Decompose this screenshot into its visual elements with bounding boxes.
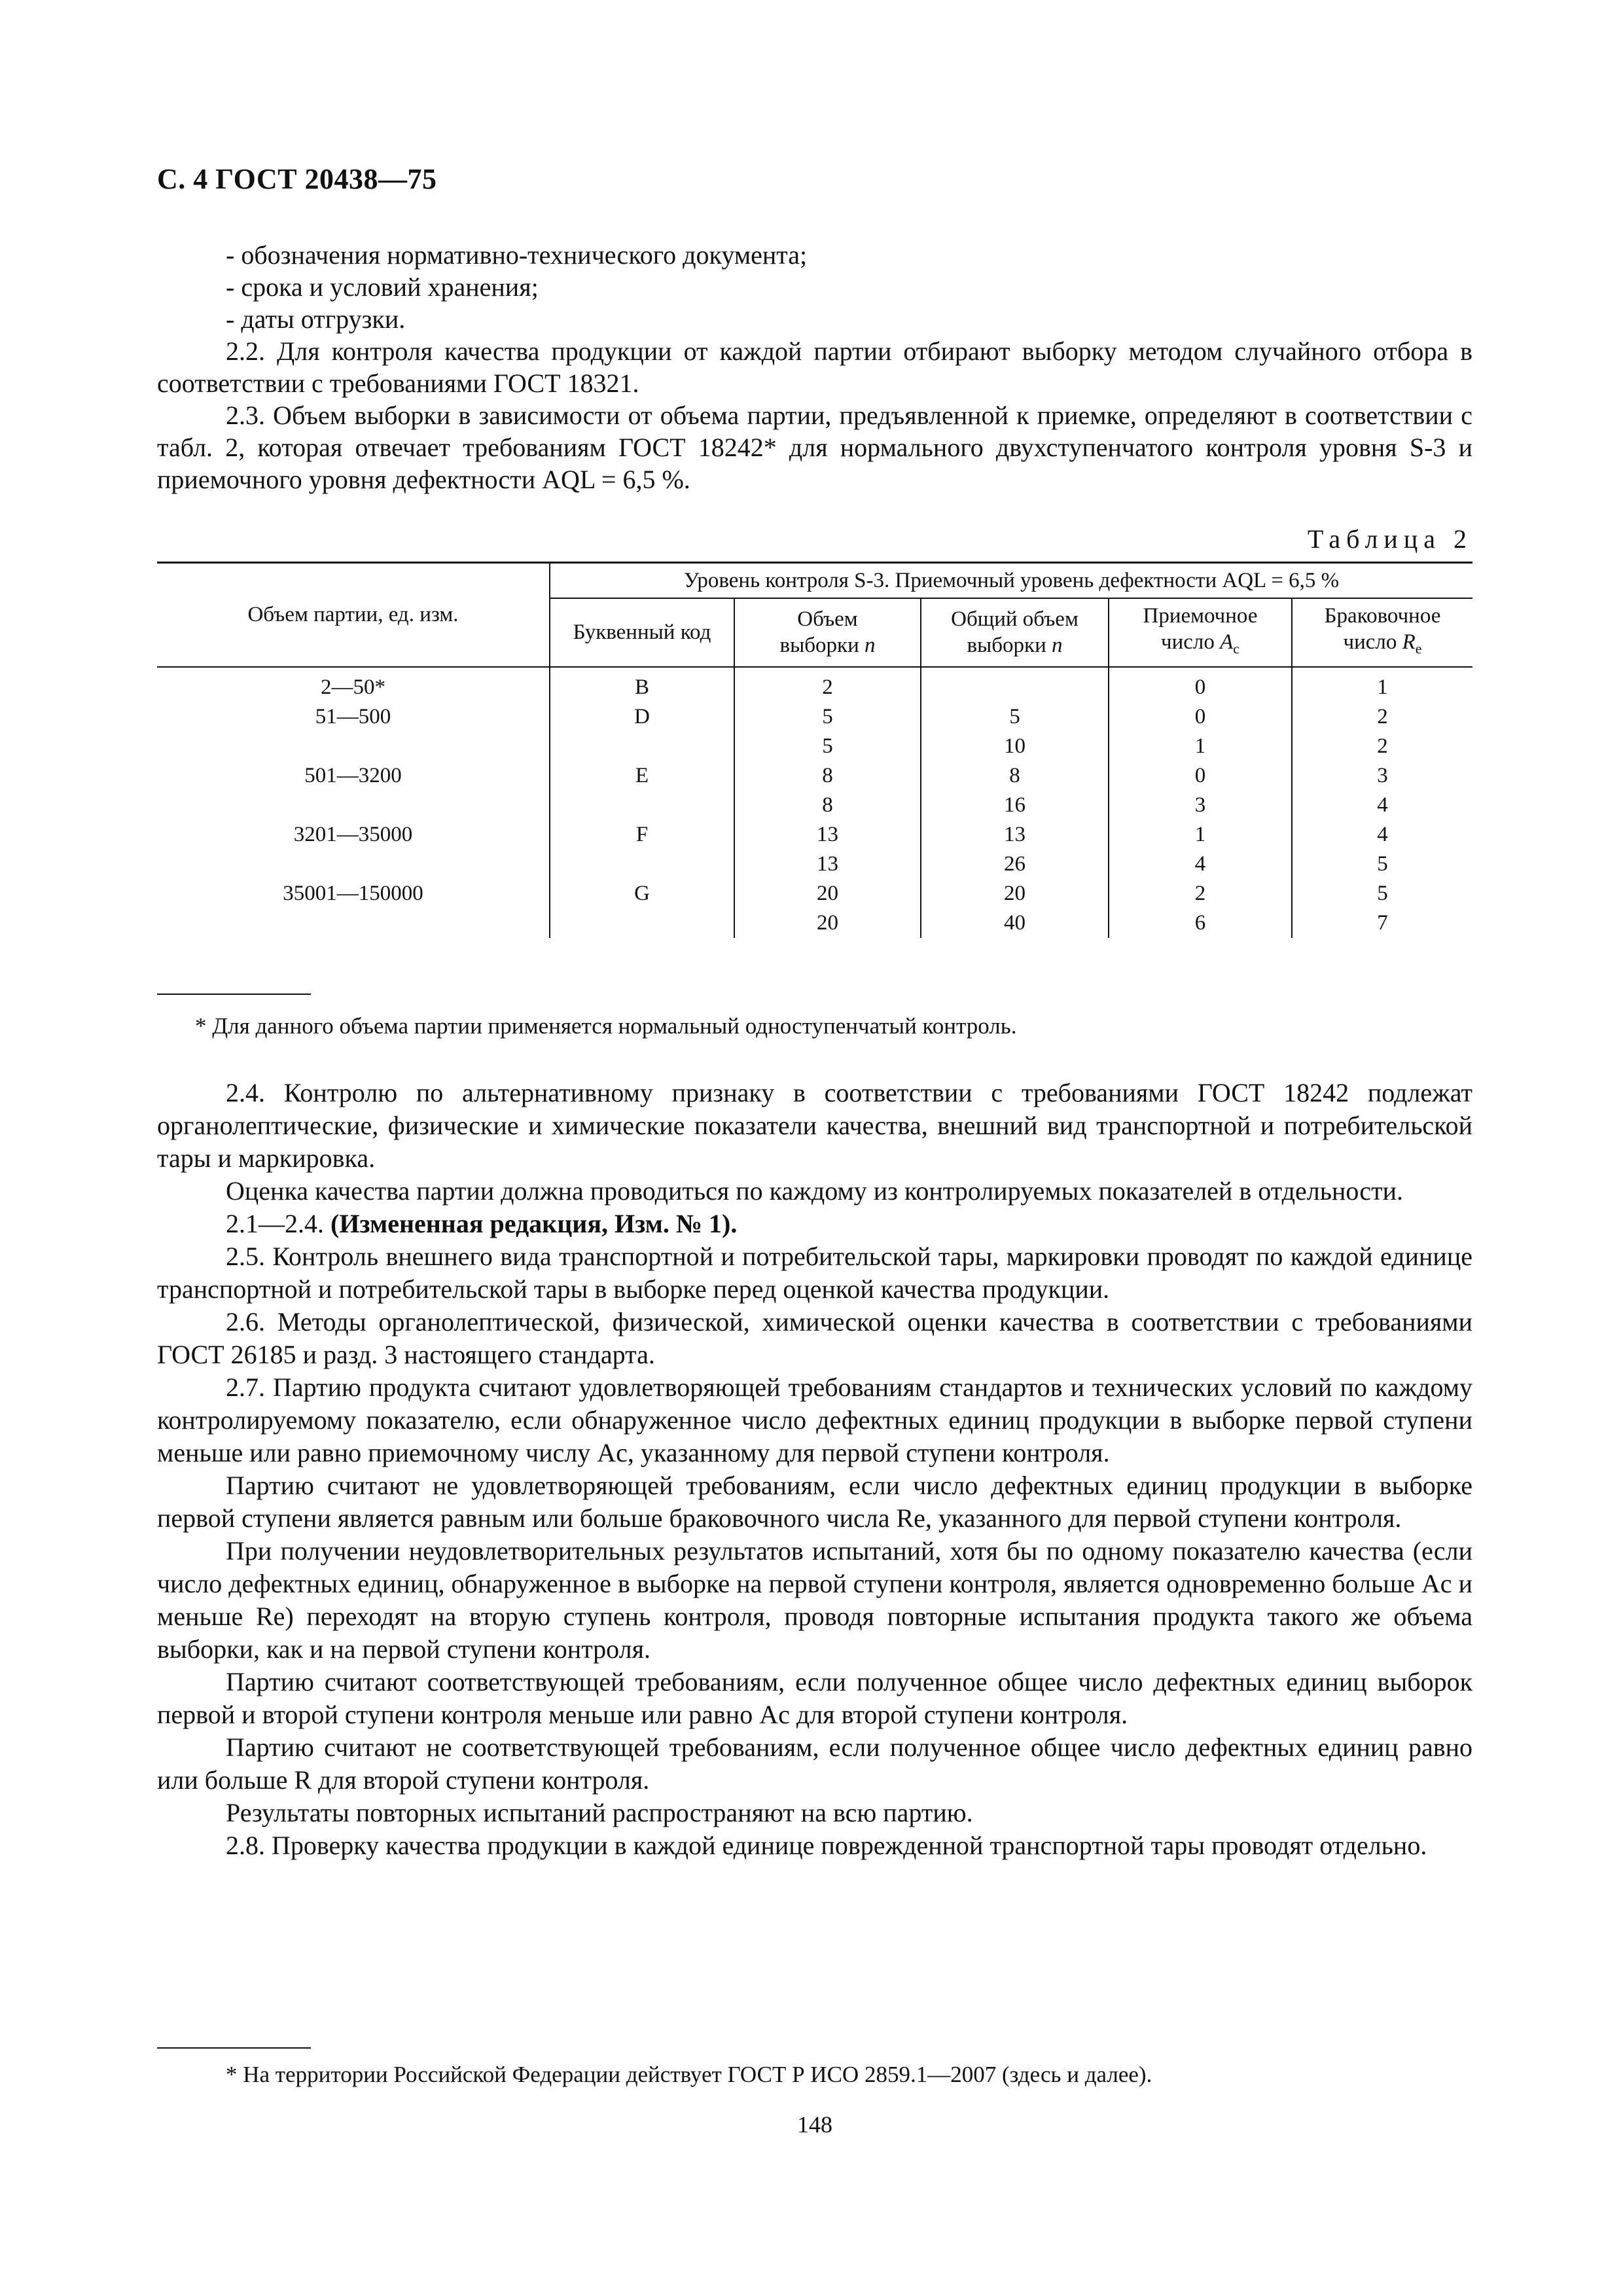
list-item: - срока и условий хранения; [226,272,539,302]
paragraph-2-4-b: Оценка качества партии должна проводиться по каждому из контролируемых показателей в отдельности. [226,1176,1404,1206]
cell-total: 16 [921,791,1109,820]
cell-re: 7 [1292,908,1472,938]
table-row [157,850,1472,879]
cell-sample: 2 [734,667,921,702]
footnote-divider [157,994,311,995]
paragraph-amendment [157,1208,1472,1240]
cell-total: 40 [921,908,1109,938]
cell-ac: 4 [1109,850,1292,879]
cell-re: 4 [1292,820,1472,850]
intro-text [157,239,1472,495]
cell-re: 2 [1292,702,1472,732]
table-row [157,761,1472,791]
table-row [157,667,1472,702]
cell-ac: 6 [1109,908,1292,938]
paragraph-2-3: 2.3. Объем выборки в зависимости от объема партии, предъявленной к приемке, определяют в соответствии с табл. 2, которая отвечает требованиям ГОСТ 18242* для нормального двухступенчатого контроля уровня S-3 и приемочного уровня дефектности AQL = 6,5 %. [157,401,1472,494]
cell-sample: 8 [734,791,921,820]
column-header-lot: Объем партии, ед. изм. [157,563,550,667]
table-body [157,667,1472,938]
main-text [157,1077,1472,1862]
cell-letter: B [550,667,734,702]
page-header: С. 4 ГОСТ 20438—75 [157,163,437,195]
cell-sample: 20 [734,879,921,908]
cell-ac: 1 [1109,820,1292,850]
cell-lot: 2—50* [321,675,385,700]
list-item: - даты отгрузки. [226,304,406,334]
cell-ac: 1 [1109,732,1292,761]
cell-total: 5 [921,702,1109,732]
table-row [157,820,1472,850]
table-caption: Таблица 2 [1307,524,1472,554]
paragraph-2-5: 2.5. Контроль внешнего вида транспортной и потребительской тары, маркировки проводят по каждой единице транспортной и потребительской тары в выборке перед оценкой качества продукции. [157,1242,1472,1304]
cell-lot: 501—3200 [304,764,402,788]
table-row [157,732,1472,761]
cell-sample: 5 [734,702,921,732]
paragraph-2-7-e: Партию считают не соответствующей требованиям, если полученное общее число дефектных единиц равно или больше R для второй ступени контроля. [157,1732,1472,1795]
paragraph-2-8: 2.8. Проверку качества продукции в каждой единице поврежденной транспортной тары проводят отдельно. [226,1831,1427,1860]
column-header-re: Браковочное число $R_e$ [1292,598,1472,667]
column-header-total: Общий объем выборки n [921,598,1109,667]
cell-re: 3 [1292,761,1472,791]
sampling-table [157,562,1472,938]
footnote-divider [157,2047,311,2049]
column-header-sample: Объем выборки n [734,598,921,667]
table-row [157,791,1472,820]
paragraph-2-6: 2.6. Методы органолептической, физической, химической оценки качества в соответствии с требованиями ГОСТ 26185 и разд. 3 настоящего стандарта. [157,1307,1472,1369]
cell-re: 2 [1292,732,1472,761]
cell-lot [157,908,550,938]
cell-total: 20 [921,879,1109,908]
page-number: 148 [797,2111,832,2138]
paragraph-2-7-c: При получении неудовлетворительных результатов испытаний, хотя бы по одному показателю качества (если число дефектных единиц, обнаруженное в выборке на первой ступени контроля, является одновременно больше Aс и меньше Rе) переходят на вторую ступень контроля, проводя повторные испытания продукта такого же объема выборки, как и на первой ступени контроля. [157,1536,1472,1664]
cell-letter: E [550,761,734,791]
column-group-header: Уровень контроля S-3. Приемочный уровень дефектности AQL = 6,5 % [550,563,1472,599]
cell-letter [550,732,734,761]
paragraph-2-7: 2.7. Партию продукта считают удовлетворяющей требованиям стандартов и технических условий по каждому контролируемому показателю, если обнаруженное число дефектных единиц продукции в выборке первой ступени меньше или равно приемочному числу Aс, указанному для первой ступени контроля. [157,1372,1472,1467]
cell-total: 13 [921,820,1109,850]
cell-letter: F [550,820,734,850]
cell-ac: 0 [1109,761,1292,791]
cell-lot [157,850,550,879]
cell-lot: 3201—35000 [293,823,413,847]
cell-letter: D [550,702,734,732]
column-header-ac: Приемочное число $A_c$ [1109,598,1292,667]
paragraph-2-7-f: Результаты повторных испытаний распространяют на всю партию. [226,1798,973,1827]
cell-letter [550,791,734,820]
cell-sample: 20 [734,908,921,938]
table-row [157,908,1472,938]
cell-re: 1 [1292,667,1472,702]
cell-lot: 51—500 [315,705,391,729]
cell-re: 5 [1292,879,1472,908]
cell-sample: 8 [734,761,921,791]
amendment-prefix: 2.1—2.4. [226,1209,330,1238]
cell-re: 5 [1292,850,1472,879]
cell-total [921,667,1109,702]
footnote-lot: * Для данного объема партии применяется нормальный одноступенчатый контроль. [195,1013,1017,1039]
table-row [157,879,1472,908]
cell-total: 26 [921,850,1109,879]
cell-ac: 3 [1109,791,1292,820]
cell-lot: 35001—150000 [283,882,423,906]
cell-total: 10 [921,732,1109,761]
paragraph-2-7-b: Партию считают не удовлетворяющей требованиям, если число дефектных единиц продукции в выборке первой ступени является равным или больше браковочного числа Rе, указанного для первой ступени контроля. [157,1471,1472,1533]
cell-ac: 0 [1109,667,1292,702]
cell-sample: 13 [734,850,921,879]
cell-sample: 5 [734,732,921,761]
cell-letter [550,908,734,938]
cell-lot [157,791,550,820]
table-row [157,702,1472,732]
cell-letter: G [550,879,734,908]
column-header-letter: Буквенный код [550,598,734,667]
list-item: - обозначения нормативно-технического документа; [226,240,808,270]
footnote-standard: * На территории Российской Федерации действует ГОСТ Р ИСО 2859.1—2007 (здесь и далее). [226,2062,1152,2087]
cell-ac: 0 [1109,702,1292,732]
cell-lot [157,732,550,761]
cell-re: 4 [1292,791,1472,820]
cell-sample: 13 [734,820,921,850]
cell-ac: 2 [1109,879,1292,908]
paragraph-2-2: 2.2. Для контроля качества продукции от каждой партии отбирают выборку методом случайного отбора в соответствии с требованиями ГОСТ 18321. [157,336,1472,398]
paragraph-2-4: 2.4. Контролю по альтернативному признаку в соответствии с требованиями ГОСТ 18242 подлежат органолептические, физические и химические показатели качества, внешний вид транспортной и потребительской тары и маркировка. [157,1078,1472,1173]
cell-letter [550,850,734,879]
amendment-note: (Измененная редакция, Изм. № 1). [330,1209,738,1238]
cell-total: 8 [921,761,1109,791]
paragraph-2-7-d: Партию считают соответствующей требованиям, если полученное общее число дефектных единиц выборок первой и второй ступени контроля меньше или равно Aс для второй ступени контроля. [157,1667,1472,1729]
